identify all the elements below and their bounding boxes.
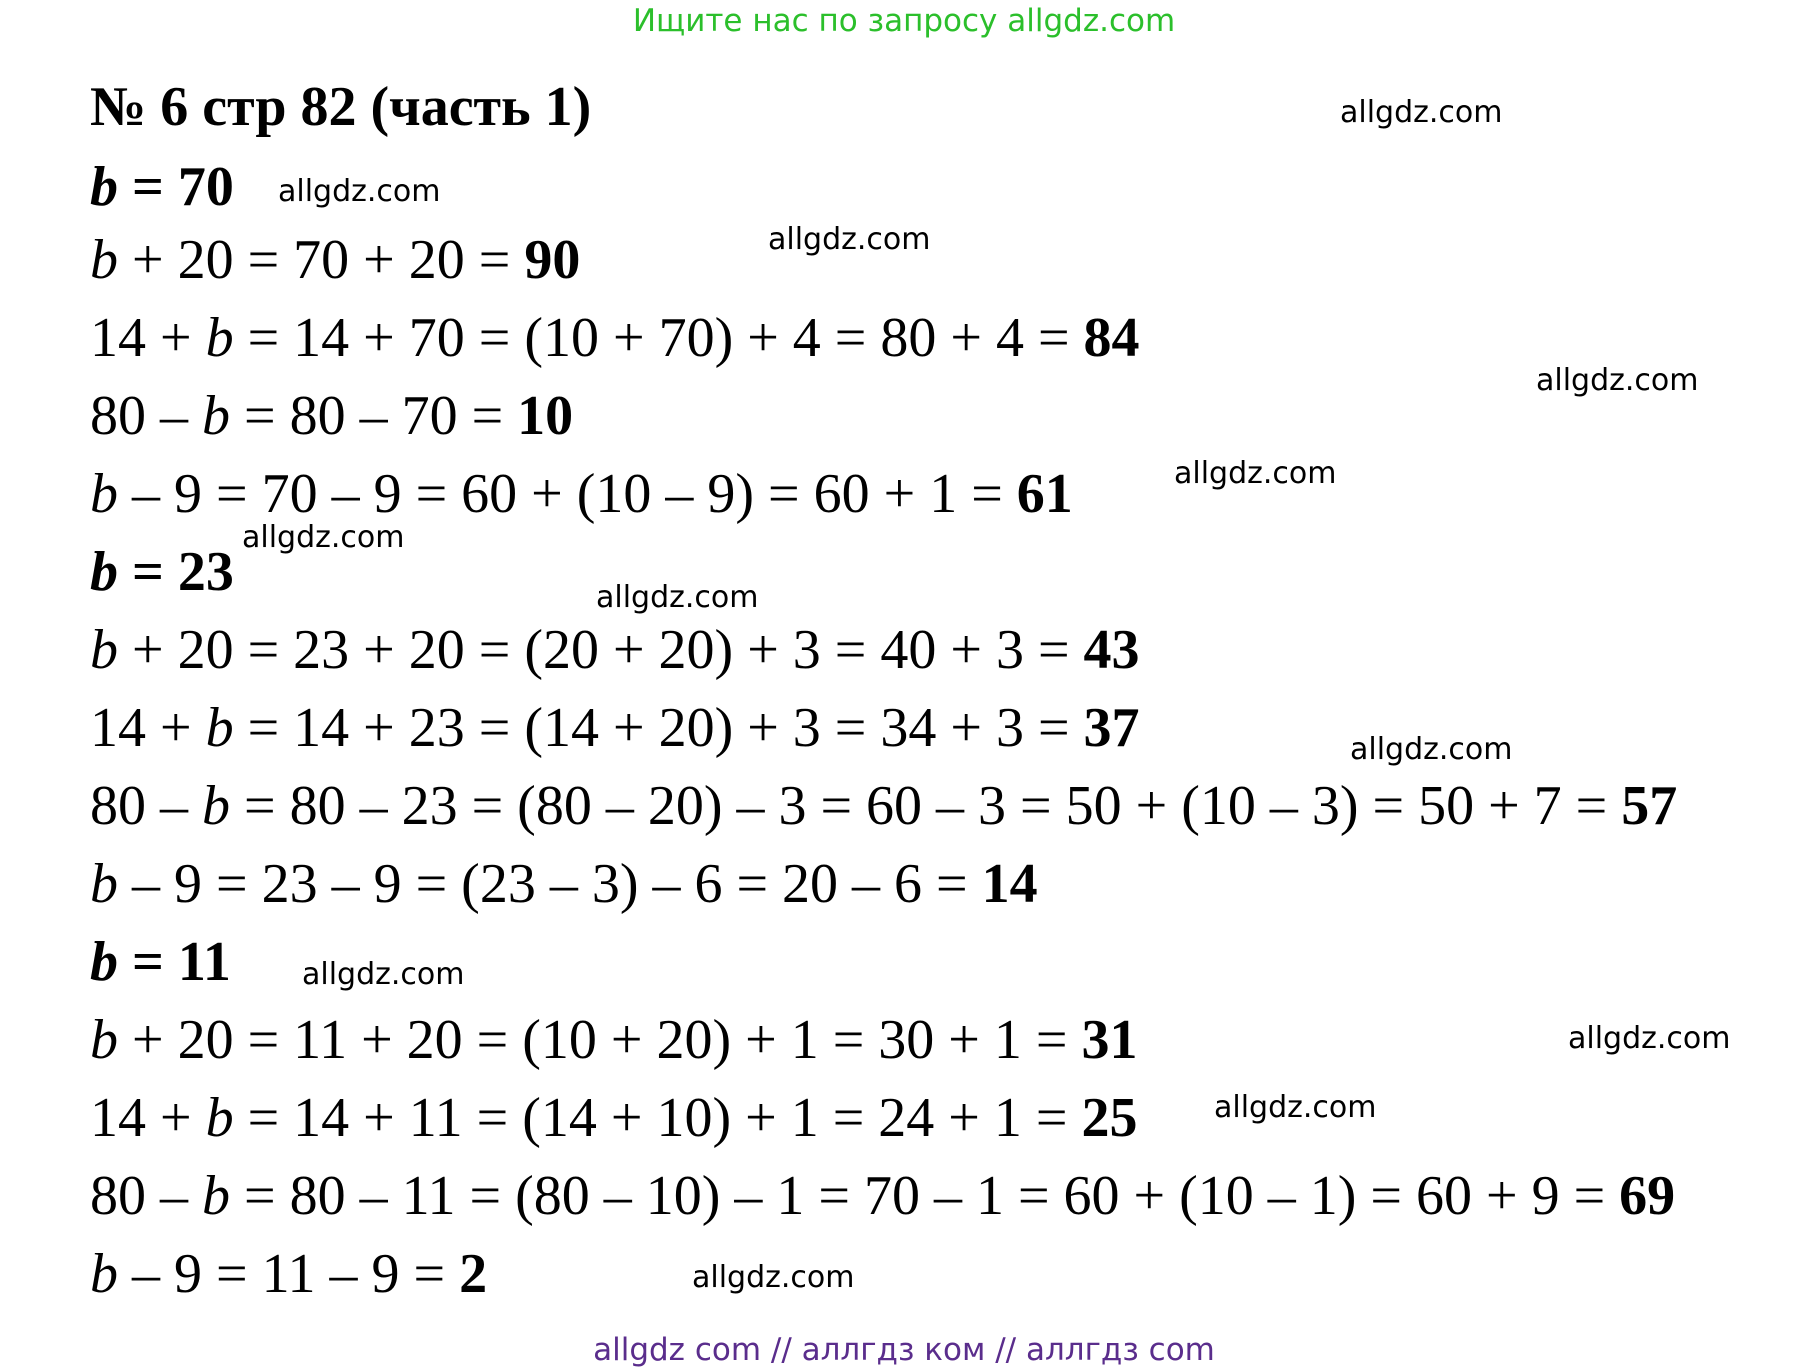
solution-expression: b + 20 = 23 + 20 = (20 + 20) + 3 = 40 + 3 =: [90, 619, 1084, 681]
solution-answer: 25: [1081, 1087, 1138, 1149]
solution-expression: b + 20 = 11 + 20 = (10 + 20) + 1 = 30 + 1 =: [90, 1009, 1082, 1071]
solution-expression: 80 – b = 80 – 23 = (80 – 20) – 3 = 60 – 3 = 50 + (10 – 3) = 50 + 7 =: [90, 775, 1622, 837]
solution-answer: 14: [981, 853, 1038, 915]
watermark: allgdz.com: [242, 520, 405, 555]
watermark: allgdz.com: [692, 1260, 855, 1295]
watermark: allgdz.com: [1568, 1021, 1731, 1056]
solution-line: [90, 303, 1140, 373]
solution-expression: 80 – b = 80 – 70 =: [90, 385, 518, 447]
solution-answer: 37: [1083, 697, 1140, 759]
watermark: allgdz.com: [1536, 363, 1699, 398]
block-2-heading: b = 23: [90, 541, 234, 603]
watermark: allgdz.com: [596, 580, 759, 615]
watermark: allgdz.com: [278, 174, 441, 209]
solution-line: [90, 1239, 487, 1309]
variable-b: b: [90, 619, 118, 681]
block-1-heading: b = 70: [90, 156, 234, 218]
solution-line: [90, 771, 1677, 841]
solution-line: [90, 849, 1038, 919]
solution-answer: 31: [1081, 1009, 1138, 1071]
solution-expression: b – 9 = 70 – 9 = 60 + (10 – 9) = 60 + 1 =: [90, 463, 1017, 525]
variable-b: b: [90, 931, 118, 993]
variable-b: b: [90, 541, 118, 603]
footer-links: allgdz com // аллгдз ком // аллгдз com: [593, 1332, 1215, 1368]
solution-line: [90, 1083, 1137, 1153]
solution-answer: 10: [517, 385, 574, 447]
solution-line: [90, 615, 1140, 685]
variable-b: b: [90, 229, 118, 291]
solution-expression: b – 9 = 11 – 9 =: [90, 1243, 460, 1305]
solution-answer: 57: [1621, 775, 1678, 837]
watermark: allgdz.com: [1350, 732, 1513, 767]
solution-answer: 90: [524, 229, 581, 291]
solution-expression: b – 9 = 23 – 9 = (23 – 3) – 6 = 20 – 6 =: [90, 853, 982, 915]
solution-answer: 43: [1083, 619, 1140, 681]
variable-b: b: [205, 697, 234, 759]
variable-b: b: [205, 1087, 234, 1149]
variable-b: b: [90, 463, 118, 525]
solution-answer: 61: [1016, 463, 1073, 525]
search-banner: Ищите нас по запросу allgdz.com: [632, 3, 1176, 39]
watermark: allgdz.com: [1214, 1090, 1377, 1125]
solution-expression: 14 + b = 14 + 23 = (14 + 20) + 3 = 34 + 3 =: [90, 697, 1084, 759]
block-3-heading: b = 11: [90, 931, 231, 993]
solution-expression: b + 20 = 70 + 20 =: [90, 229, 525, 291]
solution-expression: 14 + b = 14 + 70 = (10 + 70) + 4 = 80 + 4 =: [90, 307, 1084, 369]
solution-line: [90, 459, 1073, 529]
solution-answer: 84: [1083, 307, 1140, 369]
variable-b: b: [202, 385, 230, 447]
variable-b: b: [90, 853, 118, 915]
exercise-title: № 6 стр 82 (часть 1): [90, 76, 592, 138]
solution-answer: 69: [1619, 1165, 1676, 1227]
solution-expression: 14 + b = 14 + 11 = (14 + 10) + 1 = 24 + 1 =: [90, 1087, 1082, 1149]
watermark: allgdz.com: [1340, 95, 1503, 130]
variable-b: b: [90, 1243, 118, 1305]
solution-line: [90, 1161, 1675, 1231]
watermark: allgdz.com: [302, 957, 465, 992]
solution-line: [90, 381, 573, 451]
variable-b: b: [202, 775, 230, 837]
watermark: allgdz.com: [1174, 456, 1337, 491]
variable-b: b: [202, 1165, 230, 1227]
variable-b: b: [90, 1009, 118, 1071]
solution-line: [90, 693, 1140, 763]
variable-b: b: [90, 156, 118, 218]
solution-expression: 80 – b = 80 – 11 = (80 – 10) – 1 = 70 – 1 = 60 + (10 – 1) = 60 + 9 =: [90, 1165, 1620, 1227]
variable-b: b: [205, 307, 234, 369]
solution-line: [90, 1005, 1137, 1075]
solution-line: [90, 225, 580, 295]
watermark: allgdz.com: [768, 222, 931, 257]
solution-answer: 2: [459, 1243, 488, 1305]
